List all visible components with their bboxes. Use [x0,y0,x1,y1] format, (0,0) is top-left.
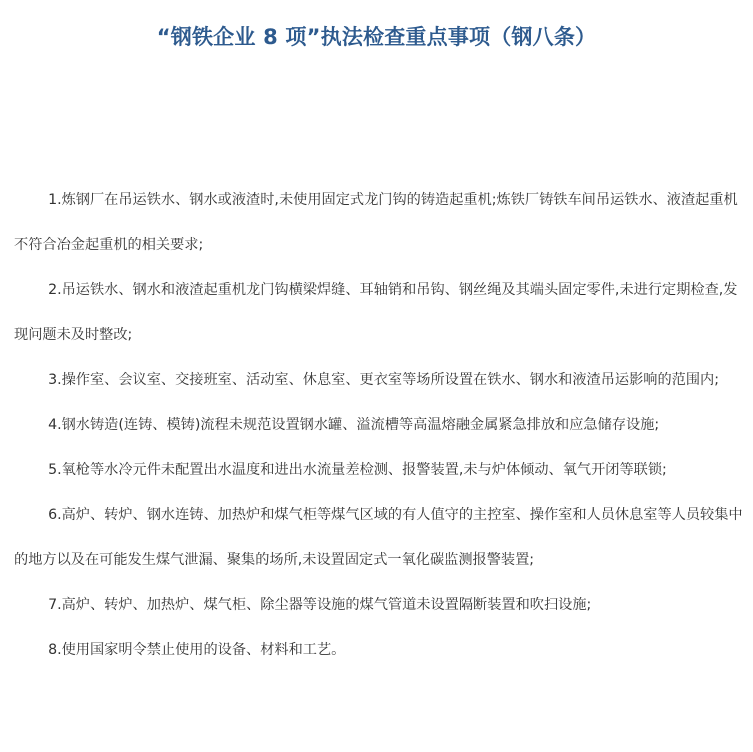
inspection-item-4: 4.钢水铸造(连铸、模铸)流程未规范设置钢水罐、溢流槽等高温熔融金属紧急排放和应急储存设施; [48,417,660,433]
inspection-item-5: 5.氧枪等水冷元件未配置出水温度和进出水流量差检测、报警装置,未与炉体倾动、氧气开闭等联锁; [48,462,667,478]
document-title: “钢铁企业 8 项”执法检查重点事项（钢八条） [156,25,597,49]
inspection-item-1: 1.炼钢厂在吊运铁水、钢水或液渣时,未使用固定式龙门钩的铸造起重机;炼铁厂铸铁车间吊运铁水、液渣起重机不符合冶金起重机的相关要求; [14,192,738,253]
inspection-item-6: 6.高炉、转炉、钢水连铸、加热炉和煤气柜等煤气区域的有人值守的主控室、操作室和人员休息室等人员较集中的地方以及在可能发生煤气泄漏、聚集的场所,未设置固定式一氧化碳监测报警装置; [14,507,743,568]
inspection-item-8: 8.使用国家明令禁止使用的设备、材料和工艺。 [48,642,346,658]
inspection-item-3: 3.操作室、会议室、交接班室、活动室、休息室、更衣室等场所设置在铁水、钢水和液渣吊运影响的范围内; [48,372,720,388]
inspection-item-7: 7.高炉、转炉、加热炉、煤气柜、除尘器等设施的煤气管道未设置隔断装置和吹扫设施; [48,597,592,613]
inspection-item-2: 2.吊运铁水、钢水和液渣起重机龙门钩横梁焊缝、耳轴销和吊钩、钢丝绳及其端头固定零件,未进行定期检查,发现问题未及时整改; [14,282,738,343]
inspection-items-list [14,178,750,673]
